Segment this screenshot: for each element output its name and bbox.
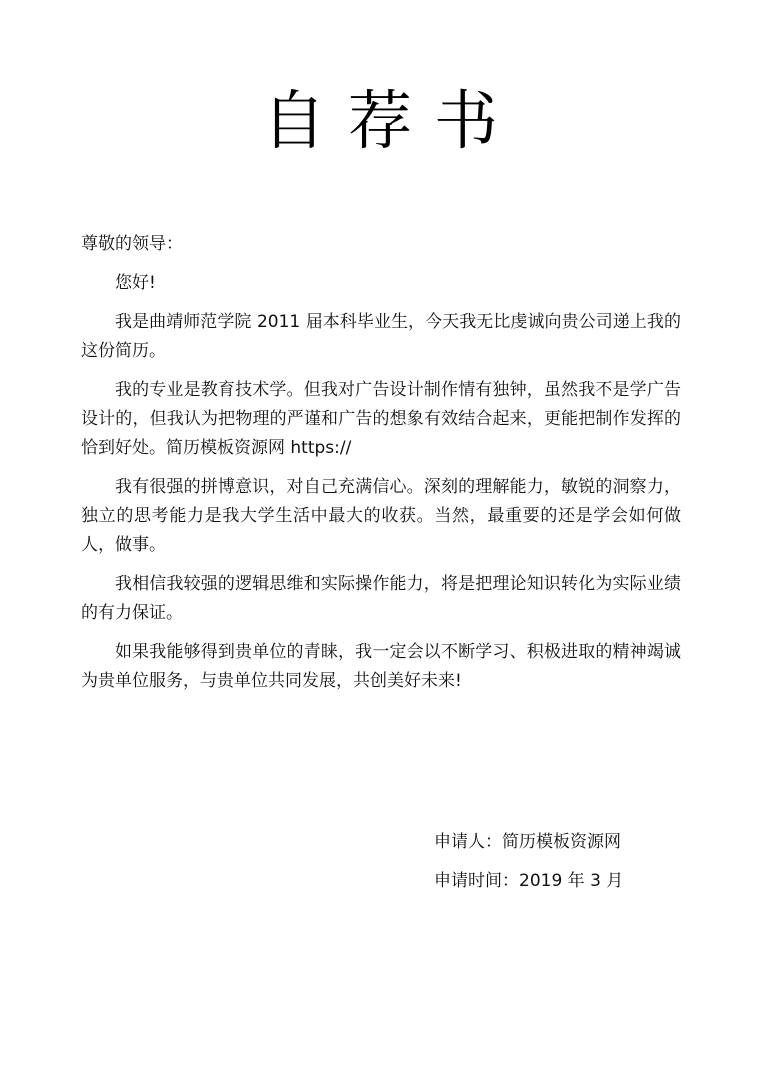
document-title: 自荐书 (262, 85, 520, 159)
paragraph-abilities: 我相信我较强的逻辑思维和实际操作能力，将是把理论知识转化为实际业绩的有力保证。 (81, 574, 681, 623)
paragraph-strengths: 我有很强的拼博意识，对自己充满信心。深刻的理解能力，敏锐的洞察力，独立的思考能力是我大学生活中最大的收获。当然，最重要的还是学会如何做人，做事。 (81, 477, 681, 555)
salutation: 尊敬的领导： (81, 234, 183, 254)
paragraph-greeting: 您好! (115, 273, 156, 293)
applicant-line: 申请人：简历模板资源网 (434, 832, 621, 852)
signature-block (434, 828, 623, 906)
paragraph-closing: 如果我能够得到贵单位的青睐，我一定会以不断学习、积极进取的精神竭诚为贵单位服务，与贵单位共同发展，共创美好未来! (81, 642, 681, 691)
paragraph-major: 我的专业是教育技术学。但我对广告设计制作情有独钟，虽然我不是学广告设计的，但我认为把物理的严谨和广告的想象有效结合起来，更能把制作发挥的恰到好处。简历模板资源网 https:// (81, 380, 681, 458)
letter-body (81, 230, 681, 706)
paragraph-introduction: 我是曲靖师范学院 2011 届本科毕业生，今天我无比虔诚向贵公司递上我的这份简历。 (81, 312, 681, 361)
date-line: 申请时间：2019 年 3 月 (434, 871, 624, 891)
